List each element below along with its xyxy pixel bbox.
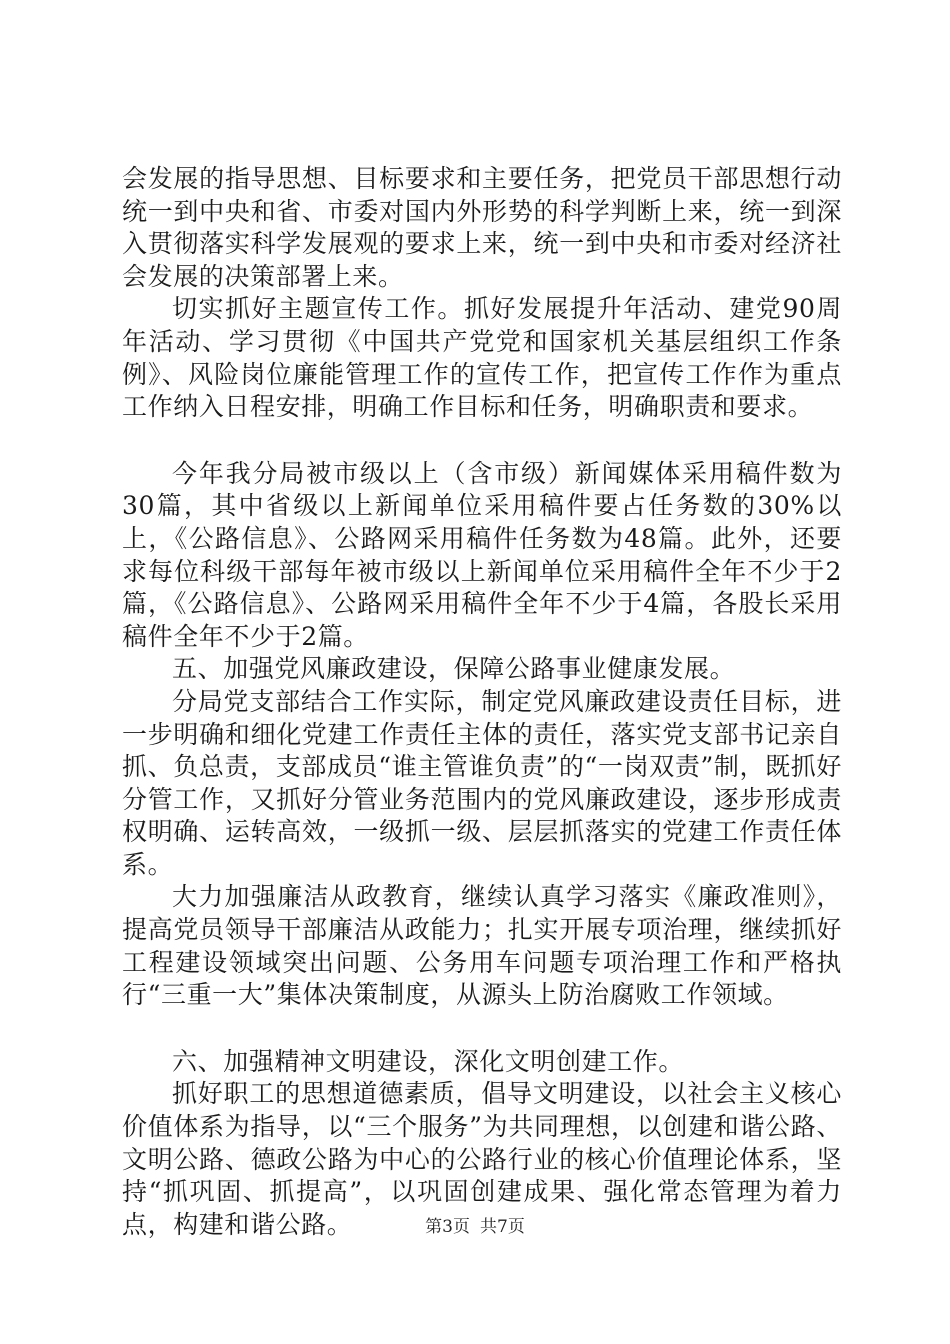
paragraph-news-quota: 今年我分局被市级以上（含市级）新闻媒体采用稿件数为30篇，其中省级以上新闻单位采用稿件要占任务数的30%以上，《公路信息》、公路网采用稿件任务数为48篇。此外，还要求每位科级干部每年被市级以上新闻单位采用稿件全年不少于2篇，《公路信息》、公路网采用稿件全年不少于4篇，各股长采用稿件全年不少于2篇。 [122,458,842,651]
paragraph-continued: 会发展的指导思想、目标要求和主要任务，把党员干部思想行动统一到中央和省、市委对国内外形势的科学判断上来，统一到深入贯彻落实科学发展观的要求上来，统一到中央和市委对经济社会发展的决策部署上来。 [122,164,842,291]
page-footer [0,1216,950,1238]
paragraph-integrity-education: 大力加强廉洁从政教育，继续认真学习落实《廉政准则》，提高党员领导干部廉洁从政能力；扎实开展专项治理，继续抓好工程建设领域突出问题、公务用车问题专项治理工作和严格执行“三重一大”集体决策制度，从源头上防治腐败工作领域。 [122,882,842,1010]
section-heading-six: 六、加强精神文明建设，深化文明创建工作。 [172,1046,685,1076]
document-body [122,163,842,1241]
page-number: 第3页 [425,1217,470,1237]
paragraph-party-branch: 分局党支部结合工作实际，制定党风廉政建设责任目标，进一步明确和细化党建工作责任主体的责任，落实党支部书记亲自抓、负总责，支部成员“谁主管谁负责”的“一岗双责”制，既抓好分管工作，又抓好分管业务范围内的党风廉政建设，逐步形成责权明确、运转高效，一级抓一级、层层抓落实的党建工作责任体系。 [122,686,842,879]
paragraph-civilization: 抓好职工的思想道德素质，倡导文明建设，以社会主义核心价值体系为指导，以“三个服务”为共同理想，以创建和谐公路、文明公路、德政公路为中心的公路行业的核心价值理论体系，坚持“抓巩固、抓提高”，以巩固创建成果、强化常态管理为着力点，构建和谐公路。 [122,1079,842,1239]
page-total: 共7页 [480,1217,525,1237]
section-heading-five: 五、加强党风廉政建设，保障公路事业健康发展。 [172,654,736,684]
paragraph-theme-publicity: 切实抓好主题宣传工作。抓好发展提升年活动、建党90周年活动、学习贯彻《中国共产党党和国家机关基层组织工作条例》、风险岗位廉能管理工作的宣传工作，把宣传工作作为重点工作纳入日程安排，明确工作目标和任务，明确职责和要求。 [122,294,842,422]
